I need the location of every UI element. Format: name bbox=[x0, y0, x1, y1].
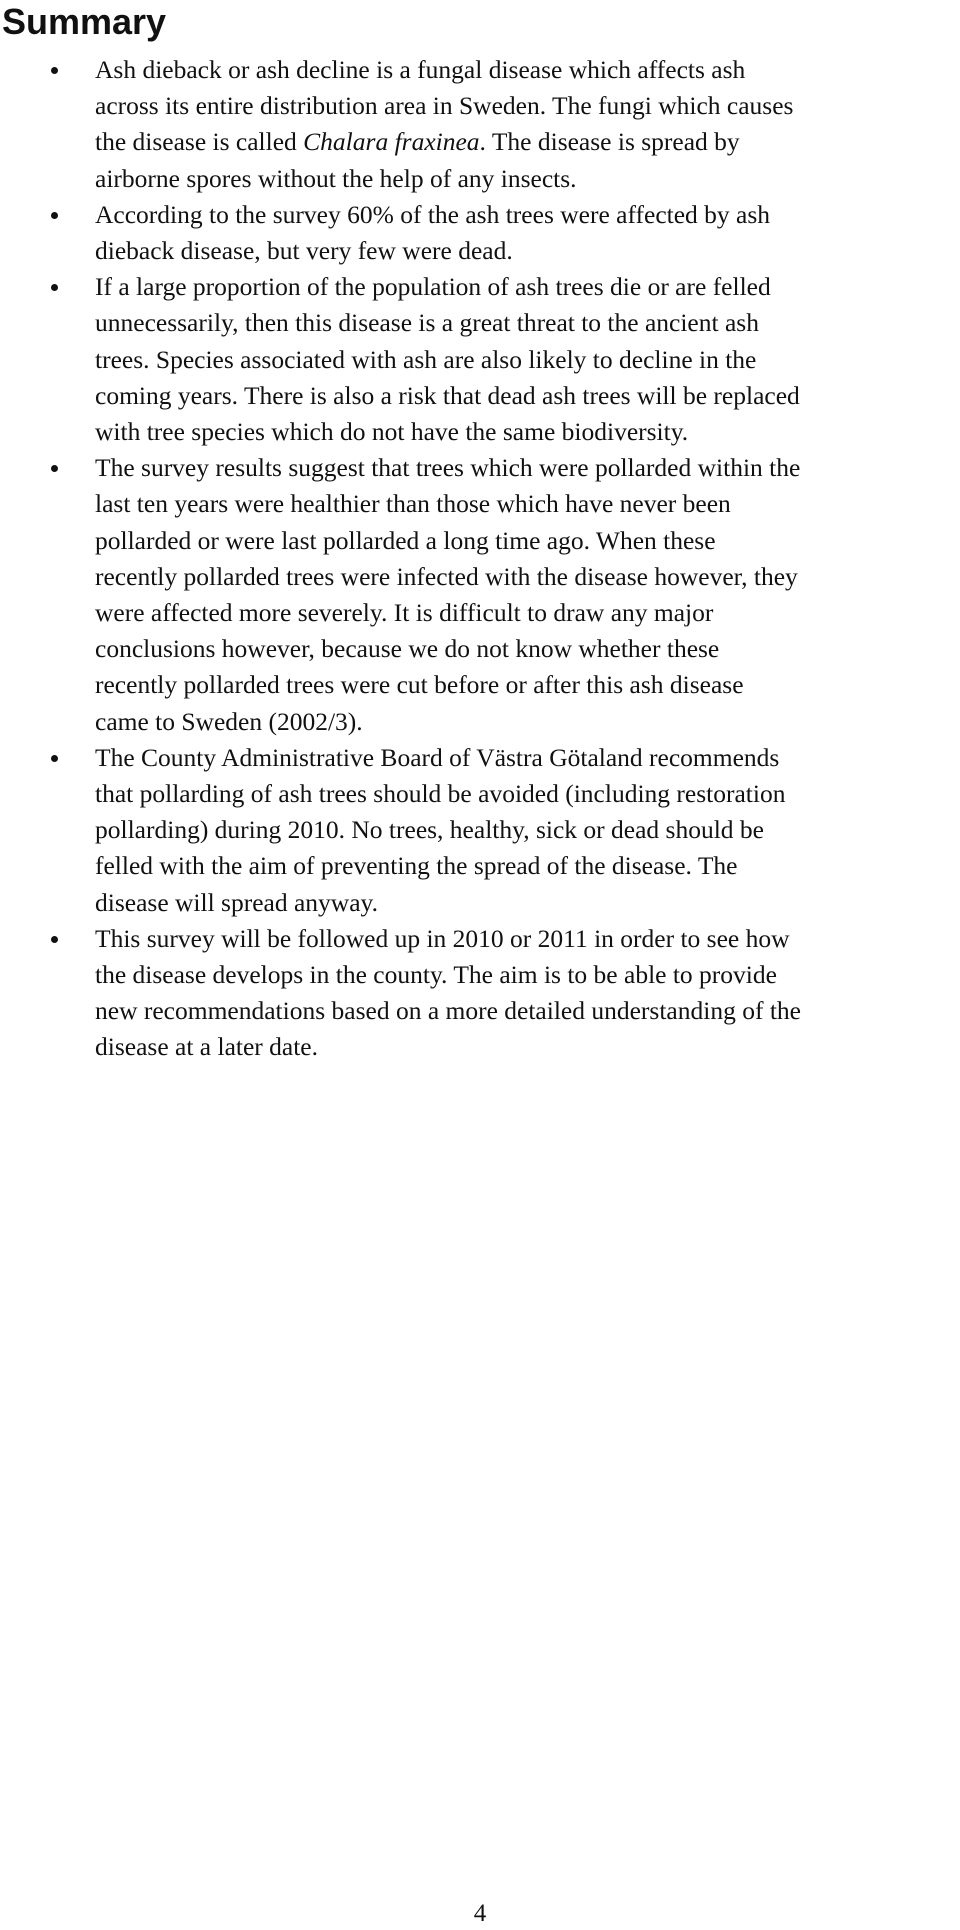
text-line bbox=[95, 523, 960, 559]
summary-bullet-item bbox=[0, 269, 960, 450]
bullet-dot-icon bbox=[51, 936, 58, 943]
bullet-dot-icon bbox=[51, 755, 58, 762]
text-line bbox=[95, 921, 960, 957]
text-run: dieback disease, but very few were dead. bbox=[95, 236, 513, 266]
bullet-dot-icon bbox=[51, 465, 58, 472]
text-line bbox=[95, 414, 960, 450]
text-line bbox=[95, 740, 960, 776]
summary-bullet-item bbox=[0, 740, 960, 921]
text-run: recently pollarded trees were cut before or after this ash disease bbox=[95, 670, 744, 700]
text-line bbox=[95, 124, 960, 160]
text-line bbox=[95, 559, 960, 595]
summary-bullet-item bbox=[0, 52, 960, 197]
text-run: The survey results suggest that trees which were pollarded within the bbox=[95, 453, 801, 483]
text-run: unnecessarily, then this disease is a great threat to the ancient ash bbox=[95, 308, 759, 338]
text-line bbox=[95, 269, 960, 305]
text-run: trees. Species associated with ash are also likely to decline in the bbox=[95, 344, 757, 374]
text-run: new recommendations based on a more detailed understanding of the bbox=[95, 996, 801, 1026]
text-run: came to Sweden (2002/3). bbox=[95, 706, 363, 736]
text-line bbox=[95, 848, 960, 884]
text-run: last ten years were healthier than those which have never been bbox=[95, 489, 731, 519]
text-run: the disease is called bbox=[95, 127, 304, 157]
text-line bbox=[95, 776, 960, 812]
text-run: If a large proportion of the population of ash trees die or are felled bbox=[95, 272, 771, 302]
text-run: pollarding) during 2010. No trees, healthy, sick or dead should be bbox=[95, 815, 764, 845]
bullet-dot-icon bbox=[51, 67, 58, 74]
text-line bbox=[95, 342, 960, 378]
text-run: that pollarding of ash trees should be avoided (including restoration bbox=[95, 779, 786, 809]
text-line bbox=[95, 1029, 960, 1065]
text-line bbox=[95, 378, 960, 414]
summary-bullet-list bbox=[0, 52, 960, 1066]
text-line bbox=[95, 197, 960, 233]
text-run: The County Administrative Board of Västra Götaland recommends bbox=[95, 742, 780, 772]
text-run: According to the survey 60% of the ash trees were affected by ash bbox=[95, 199, 771, 229]
text-line bbox=[95, 993, 960, 1029]
text-line bbox=[95, 486, 960, 522]
page-title: Summary bbox=[2, 1, 167, 42]
text-line bbox=[95, 161, 960, 197]
text-line bbox=[95, 233, 960, 269]
text-run: were affected more severely. It is difficult to draw any major bbox=[95, 598, 714, 628]
text-run: . The disease is spread by bbox=[479, 127, 740, 157]
text-run: airborne spores without the help of any insects. bbox=[95, 163, 577, 193]
summary-bullet-item bbox=[0, 450, 960, 740]
text-line bbox=[95, 631, 960, 667]
text-line bbox=[95, 88, 960, 124]
page-number: 4 bbox=[473, 1900, 487, 1927]
summary-bullet-item bbox=[0, 197, 960, 269]
text-run: pollarded or were last pollarded a long time ago. When these bbox=[95, 525, 716, 555]
text-line bbox=[95, 812, 960, 848]
text-line bbox=[95, 305, 960, 341]
text-line bbox=[95, 52, 960, 88]
text-line bbox=[95, 450, 960, 486]
summary-bullet-item bbox=[0, 921, 960, 1066]
bullet-dot-icon bbox=[51, 212, 58, 219]
text-run: disease will spread anyway. bbox=[95, 887, 379, 917]
bullet-dot-icon bbox=[51, 284, 58, 291]
text-line bbox=[95, 595, 960, 631]
text-run: coming years. There is also a risk that dead ash trees will be replaced bbox=[95, 380, 800, 410]
text-line bbox=[95, 885, 960, 921]
text-line bbox=[95, 667, 960, 703]
text-run: across its entire distribution area in Sweden. The fungi which causes bbox=[95, 91, 794, 121]
text-run: felled with the aim of preventing the spread of the disease. The bbox=[95, 851, 738, 881]
text-run: recently pollarded trees were infected with the disease however, they bbox=[95, 561, 798, 591]
text-line bbox=[95, 704, 960, 740]
italic-species-name: Chalara fraxinea bbox=[303, 127, 480, 157]
text-run: This survey will be followed up in 2010 or 2011 in order to see how bbox=[95, 923, 790, 953]
text-run: conclusions however, because we do not know whether these bbox=[95, 634, 720, 664]
text-line bbox=[95, 957, 960, 993]
text-run: with tree species which do not have the same biodiversity. bbox=[95, 417, 689, 447]
text-run: disease at a later date. bbox=[95, 1032, 319, 1062]
text-run: Ash dieback or ash decline is a fungal disease which affects ash bbox=[95, 55, 746, 84]
text-run: the disease develops in the county. The aim is to be able to provide bbox=[95, 960, 777, 990]
